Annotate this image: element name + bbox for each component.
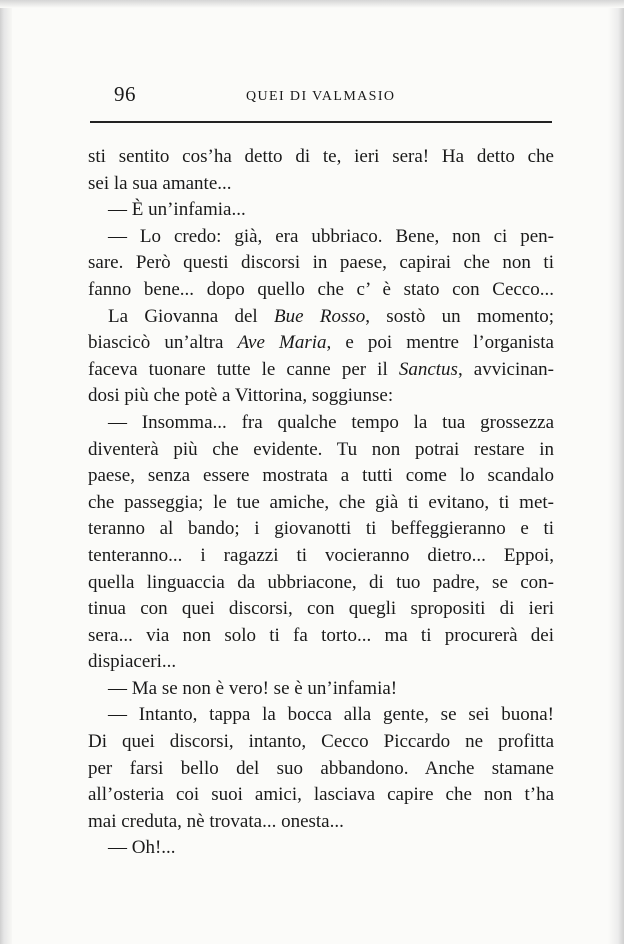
body-text bbox=[88, 144, 554, 862]
text-line: diventerà più che evidente. Tu non potrai restare in bbox=[88, 438, 554, 460]
header-rule bbox=[90, 121, 552, 123]
text-line bbox=[88, 304, 554, 331]
text-line: dosi più che potè a Vittorina, soggiunse: bbox=[88, 385, 394, 407]
text-line: quella linguaccia da ubbriacone, di tuo padre, se con- bbox=[88, 571, 554, 593]
text-line: — Intanto, tappa la bocca alla gente, se sei buona! bbox=[108, 704, 554, 726]
text-segment: , avvicinan- bbox=[457, 358, 554, 380]
text-segment: , e poi mentre l’organista bbox=[326, 332, 554, 354]
text-line: — Oh!... bbox=[108, 837, 176, 859]
text-line: paese, senza essere mostrata a tutti come lo scandalo bbox=[88, 465, 554, 487]
italic-title: Bue Rosso bbox=[274, 305, 366, 327]
italic-title: Sanctus bbox=[398, 358, 458, 380]
page-number: 96 bbox=[114, 82, 136, 106]
text-line: Di quei discorsi, intanto, Cecco Piccardo ne profitta bbox=[88, 731, 554, 753]
text-line: sti sentito cos’ha detto di te, ieri sera! Ha detto che bbox=[88, 146, 554, 167]
text-line bbox=[88, 330, 554, 357]
text-line bbox=[88, 357, 554, 384]
text-line: teranno al bando; i giovanotti ti beffeggieranno e ti bbox=[88, 518, 554, 540]
page-header bbox=[90, 82, 552, 108]
text-segment: biascicò un’altra bbox=[88, 332, 238, 354]
page-edge-right bbox=[608, 0, 624, 944]
text-segment: La Giovanna del bbox=[108, 305, 275, 327]
text-line: — È un’infamia... bbox=[108, 199, 246, 221]
italic-title: Ave Maria bbox=[237, 332, 327, 354]
text-line: sare. Però questi discorsi in paese, capirai che non ti bbox=[88, 252, 554, 274]
text-line: dispiaceri... bbox=[88, 651, 177, 673]
text-line: — Lo credo: già, era ubbriaco. Bene, non ci pen- bbox=[108, 225, 554, 247]
running-title: QUEI DI VALMASIO bbox=[246, 89, 396, 104]
text-line: sei la sua amante... bbox=[88, 172, 232, 194]
text-line: per farsi bello del suo abbandono. Anche stamane bbox=[88, 757, 554, 779]
text-line: mai creduta, nè trovata... onesta... bbox=[88, 810, 344, 832]
page-edge-left bbox=[0, 0, 12, 944]
text-line: sera... via non solo ti fa torto... ma ti procurerà dei bbox=[88, 624, 554, 646]
text-segment: faceva tuonare tutte le canne per il bbox=[88, 358, 399, 380]
text-line: tinua con quei discorsi, con quegli spropositi di ieri bbox=[88, 598, 554, 620]
page-edge-top bbox=[0, 0, 624, 8]
text-line: — Ma se non è vero! se è un’infamia! bbox=[108, 677, 398, 699]
text-line: all’osteria coi suoi amici, lasciava capire che non t’ha bbox=[88, 784, 554, 806]
text-line: che passeggia; le tue amiche, che già ti evitano, ti met- bbox=[88, 491, 554, 513]
text-segment: , sostò un momento; bbox=[365, 305, 554, 327]
text-line: tenteranno... i ragazzi ti vocieranno dietro... Eppoi, bbox=[88, 544, 554, 566]
text-line: — Insomma... fra qualche tempo la tua grossezza bbox=[108, 411, 554, 433]
text-line: fanno bene... dopo quello che c’ è stato con Cecco... bbox=[88, 278, 554, 300]
